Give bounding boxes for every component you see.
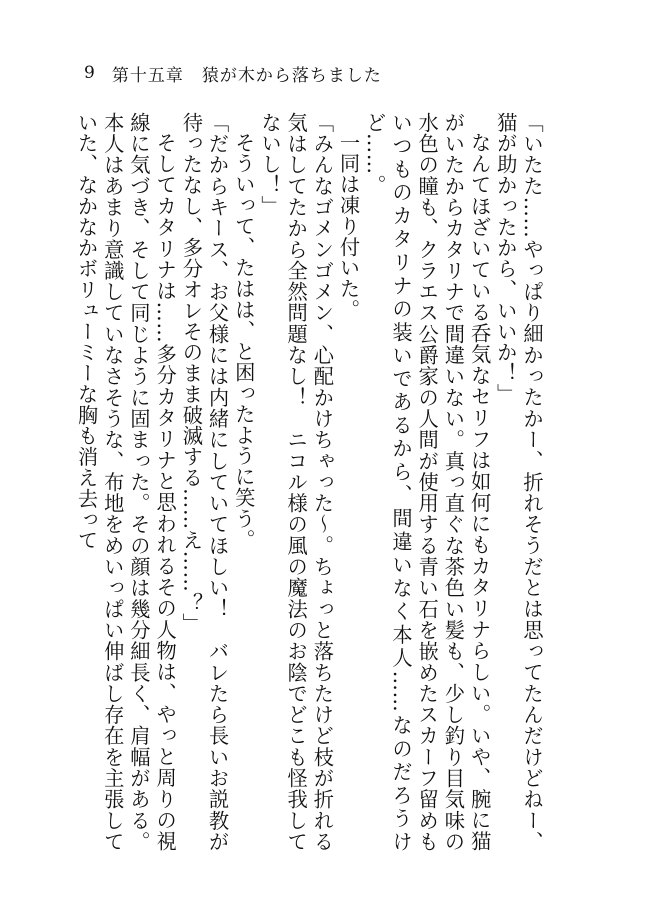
vertical-body-text [74, 112, 545, 852]
paragraph: そういって、たはは、と困ったように笑う。 [231, 132, 256, 551]
paragraph: そしてカタリナは……多分カタリナと思われるその人物は、やっと周りの視線に気づき、そして同じように固まった。その顔は幾分細長く、肩幅がある。本人はあまり意識していなさそうな、布地をめいっぱい伸ばし存在を主張していた、なかなかボリューミーな胸も消え去って [74, 112, 178, 852]
chapter-title: 猿が木から落ちました [201, 65, 382, 86]
paragraph: なんてほざいている呑気なセリフは如何にもカタリナらしい。いや、腕に猫がいたからカタリナで間違いない。真っ直ぐな茶色い髪も、少し釣り目気味の水色の瞳も、クラエス公爵家の人間が使用する青い石を嵌めたスカーフ留めもいつものカタリナの装いであるから、間違いなく本人……なのだろうけど……。 [362, 112, 492, 852]
paragraph: 「だからキース、お父様には内緒にしていてほしい！ バレたら長いお説教が待ったなし、多分オレそのまま破滅する……え……？」 [179, 112, 230, 852]
paragraph: 「みんなゴメンゴメン、心配かけちゃった～。ちょっと落ちたけど枝が折れる気はしてたから全然問題なし！ ニコル様の風の魔法のお陰でどこも怪我してないし！」 [257, 112, 335, 852]
running-head [84, 58, 382, 88]
page-number: 9 [84, 63, 96, 83]
chapter-label: 第十五章 [111, 65, 184, 86]
paragraph: 「いたた……やっぱり細かったかー、折れそうだとは思ってたんだけどねー、猫が助かったから、いいか！」 [493, 112, 544, 852]
paragraph: 一同は凍り付いた。 [336, 132, 361, 321]
